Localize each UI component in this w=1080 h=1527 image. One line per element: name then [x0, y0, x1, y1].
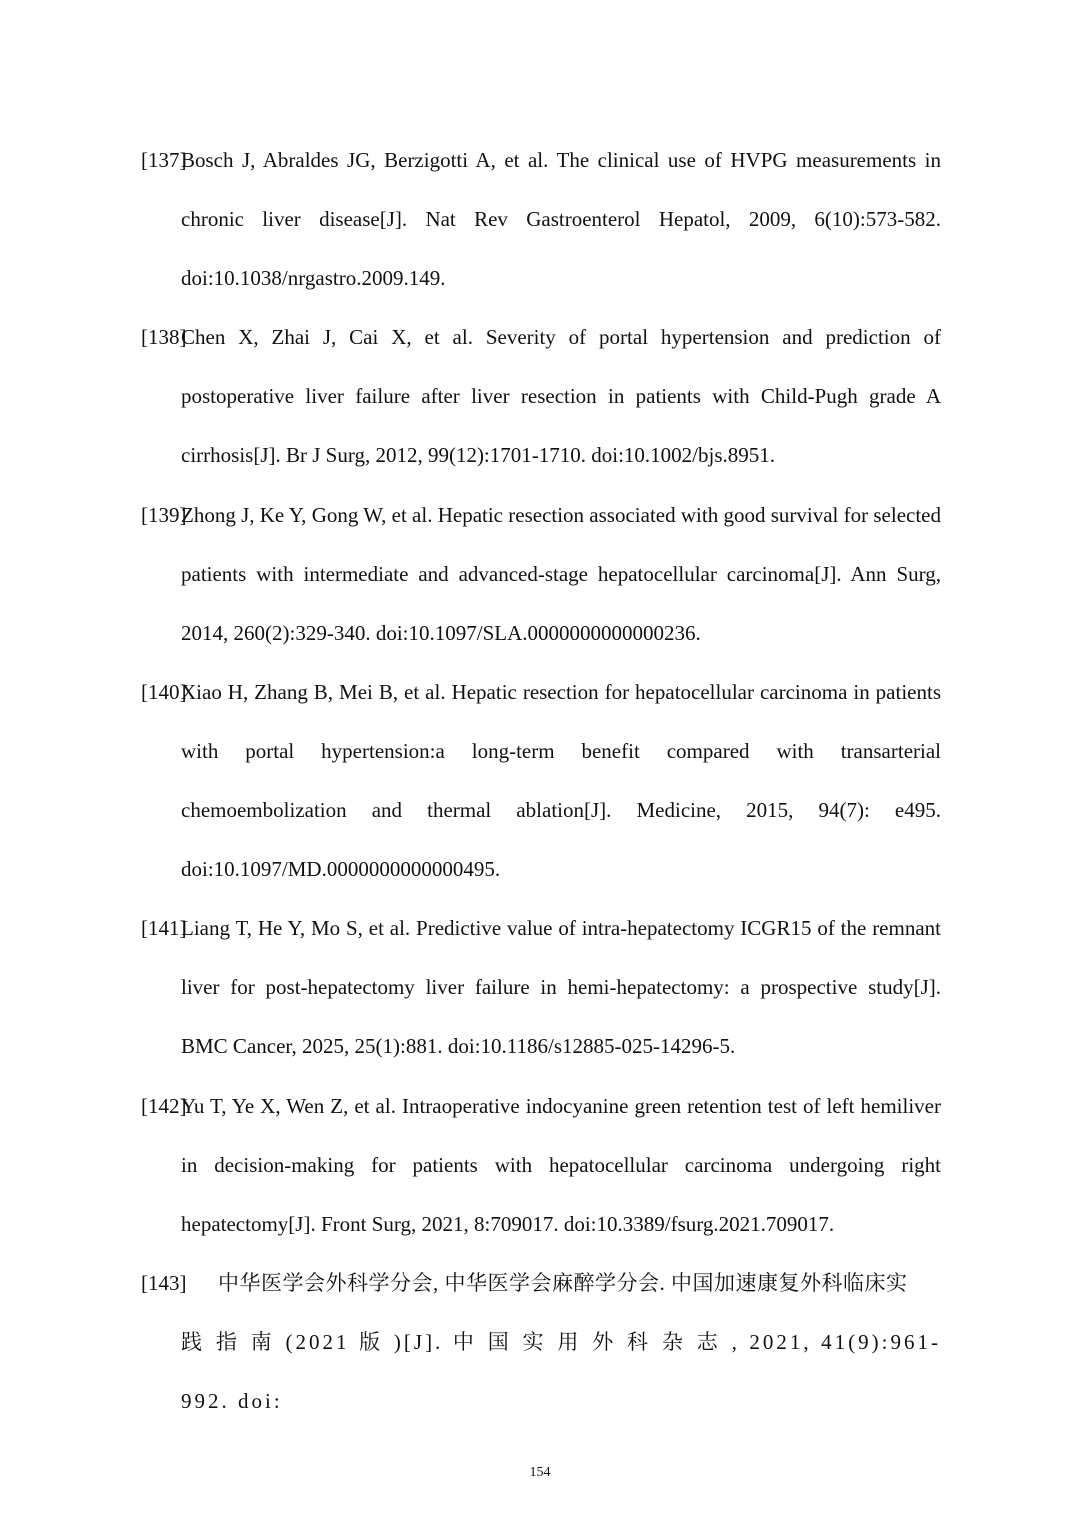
- reference-item-141: [141, 899, 941, 1076]
- reference-item-143: [141, 1254, 941, 1431]
- reference-item-140: [141, 663, 941, 899]
- reference-number: [141]: [141, 916, 187, 941]
- reference-item-142: [141, 1077, 941, 1254]
- reference-text: Zhong J, Ke Y, Gong W, et al. Hepatic resection associated with good survival for selected patients with intermediate and advanced-stage hepatocellular carcinoma[J]. Ann Surg, 2014, 260(2):329-340. doi:10.1097/SLA.0000000000000236.: [181, 502, 941, 645]
- reference-list: [141, 131, 941, 1431]
- reference-item-139: [141, 486, 941, 663]
- reference-number: [140]: [141, 679, 187, 704]
- reference-text-continuation: 践 指 南 (2021 版 )[J]. 中 国 实 用 外 科 杂 志 , 2021, 41(9):961-992. doi:: [181, 1329, 941, 1413]
- reference-number: [142]: [141, 1093, 187, 1118]
- reference-text: Bosch J, Abraldes JG, Berzigotti A, et al. The clinical use of HVPG measurements in chronic liver disease[J]. Nat Rev Gastroenterol Hepatol, 2009, 6(10):573-582. doi:10.1038/nrgastro.2009.149.: [181, 148, 941, 291]
- reference-text-first-line: 中华医学会外科学分会, 中华医学会麻醉学分会. 中国加速康复外科临床实: [218, 1270, 908, 1295]
- reference-number: [138]: [141, 325, 187, 350]
- reference-text: Yu T, Ye X, Wen Z, et al. Intraoperative indocyanine green retention test of left hemiliver in decision-making for patients with hepatocellular carcinoma undergoing right hepatectomy[J]. Front Surg, 2021, 8:709017. doi:10.3389/fsurg.2021.709017.: [181, 1093, 941, 1236]
- reference-text: Liang T, He Y, Mo S, et al. Predictive value of intra-hepatectomy ICGR15 of the remnant liver for post-hepatectomy liver failure in hemi-hepatectomy: a prospective study[J]. BMC Cancer, 2025, 25(1):881. doi:10.1186/s12885-025-14296-5.: [181, 916, 941, 1059]
- reference-item-137: [141, 131, 941, 308]
- reference-number: [143]: [141, 1270, 187, 1295]
- reference-text: Xiao H, Zhang B, Mei B, et al. Hepatic resection for hepatocellular carcinoma in patients with portal hypertension:a long-term benefit compared with transarterial chemoembolization and thermal ablation[J]. Medicine, 2015, 94(7): e495. doi:10.1097/MD.0000000000000495.: [181, 679, 941, 882]
- reference-item-138: [141, 308, 941, 485]
- reference-number: [137]: [141, 148, 187, 172]
- reference-text: Chen X, Zhai J, Cai X, et al. Severity of portal hypertension and prediction of postoperative liver failure after liver resection in patients with Child-Pugh grade A cirrhosis[J]. Br J Surg, 2012, 99(12):1701-1710. doi:10.1002/bjs.8951.: [181, 325, 941, 468]
- page-number: 154: [529, 1465, 551, 1480]
- reference-number: [139]: [141, 502, 187, 527]
